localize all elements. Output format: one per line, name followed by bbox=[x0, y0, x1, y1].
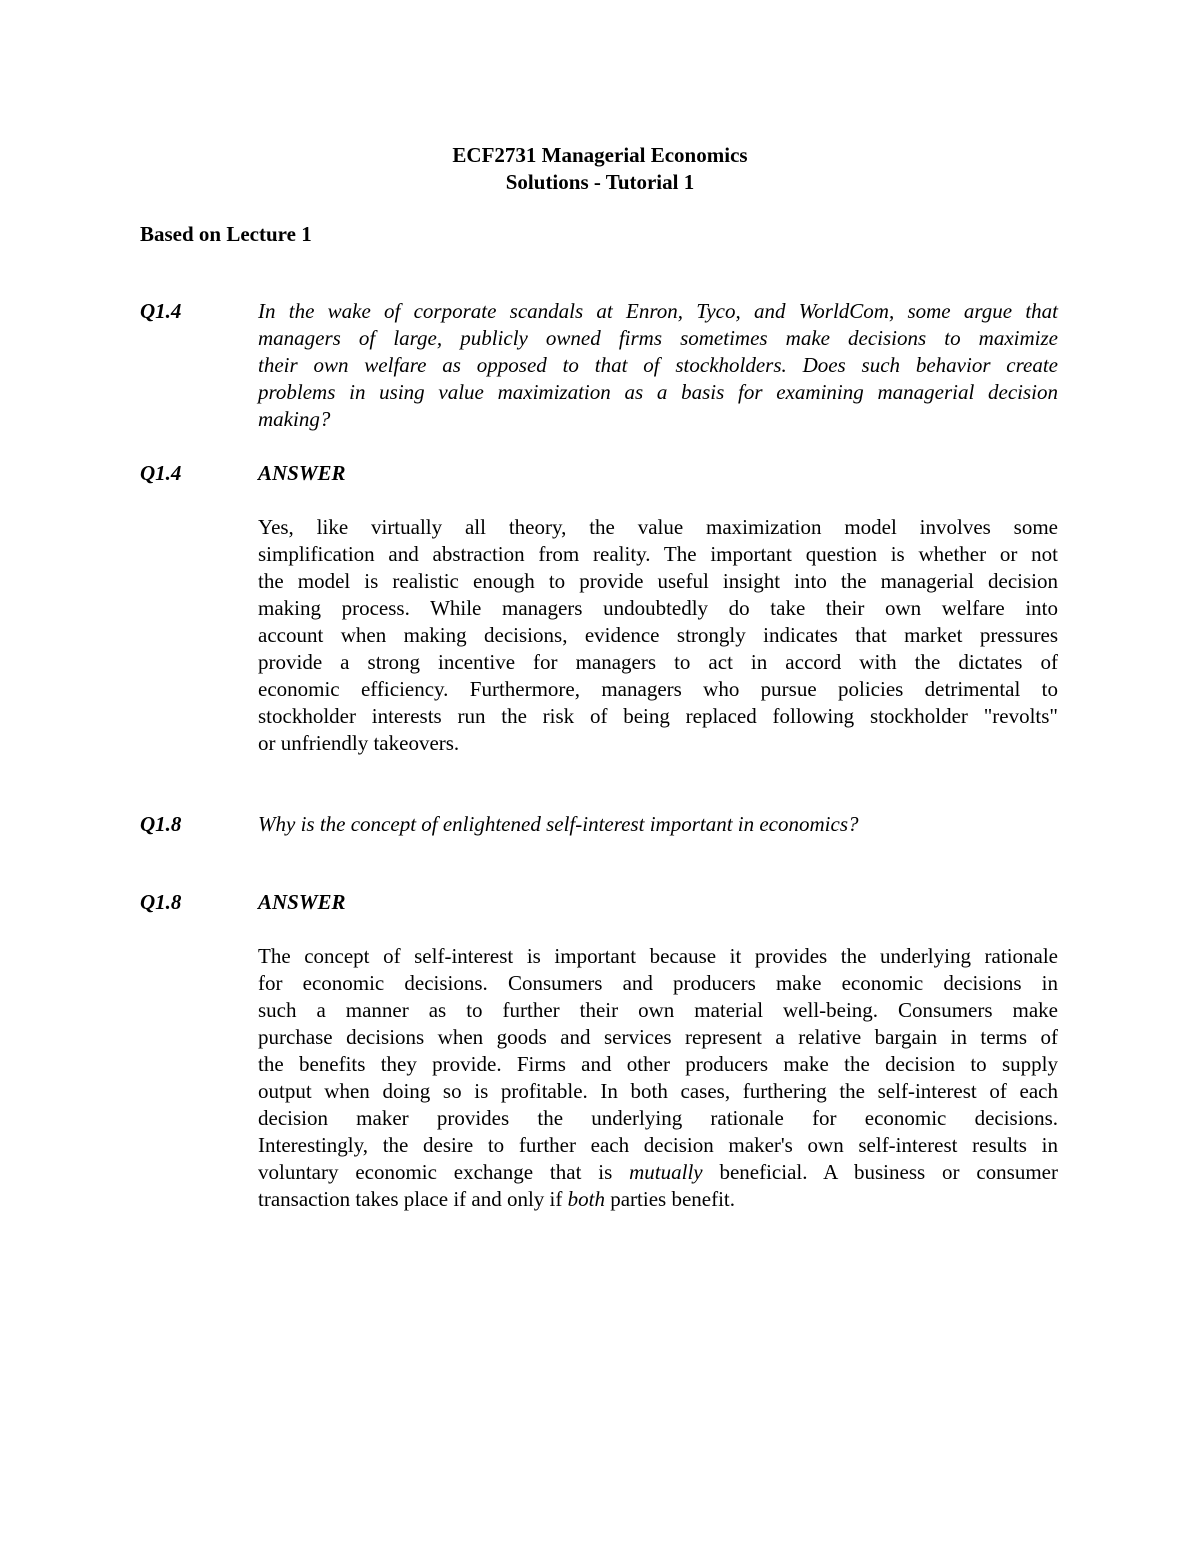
answer-line: simplification and abstraction from reality. The important question is whether or not bbox=[258, 542, 1058, 566]
answer-line: decision maker provides the underlying rationale for economic decisions. bbox=[258, 1106, 1058, 1130]
answer-line: the model is realistic enough to provide useful insight into the managerial decision bbox=[258, 569, 1058, 593]
answer-heading-q1-8: ANSWER bbox=[258, 890, 346, 914]
section-heading: Based on Lecture 1 bbox=[140, 222, 312, 246]
question-line: their own welfare as opposed to that of stockholders. Does such behavior create bbox=[258, 353, 1058, 377]
document-subtitle: Solutions - Tutorial 1 bbox=[505, 170, 695, 194]
question-line: problems in using value maximization as a basis for examining managerial decision bbox=[258, 380, 1058, 404]
answer-line: Interestingly, the desire to further each decision maker's own self-interest results in bbox=[258, 1133, 1058, 1157]
question-line: Why is the concept of enlightened self-interest important in economics? bbox=[258, 812, 859, 836]
answer-line: purchase decisions when goods and services represent a relative bargain in terms of bbox=[258, 1025, 1058, 1049]
answer-line: output when doing so is profitable. In both cases, furthering the self-interest of each bbox=[258, 1079, 1058, 1103]
answer-label-q1-8: Q1.8 bbox=[140, 890, 182, 914]
question-line: making? bbox=[258, 407, 331, 431]
answer-heading-q1-4: ANSWER bbox=[258, 461, 346, 485]
emphasis-both: both bbox=[567, 1187, 605, 1211]
answer-line: making process. While managers undoubtedly do take their own welfare into bbox=[258, 596, 1058, 620]
question-line: managers of large, publicly owned firms sometimes make decisions to maximize bbox=[258, 326, 1058, 350]
answer-line: provide a strong incentive for managers to act in accord with the dictates of bbox=[258, 650, 1058, 674]
answer-line: The concept of self-interest is important because it provides the underlying rationale bbox=[258, 944, 1058, 968]
answer-line: such a manner as to further their own material well-being. Consumers make bbox=[258, 998, 1058, 1022]
answer-label-q1-4: Q1.4 bbox=[140, 461, 182, 485]
answer-line bbox=[258, 1159, 1058, 1186]
emphasis-mutually: mutually bbox=[629, 1160, 703, 1184]
answer-line: stockholder interests run the risk of being replaced following stockholder "revolts" bbox=[258, 704, 1058, 728]
answer-line: account when making decisions, evidence strongly indicates that market pressures bbox=[258, 623, 1058, 647]
answer-line: for economic decisions. Consumers and producers make economic decisions in bbox=[258, 971, 1058, 995]
answer-line-part: voluntary economic exchange that is bbox=[258, 1160, 630, 1184]
answer-line bbox=[258, 1186, 1058, 1213]
course-title: ECF2731 Managerial Economics bbox=[452, 143, 748, 167]
answer-line-part: parties benefit. bbox=[604, 1187, 736, 1211]
question-label-q1-4: Q1.4 bbox=[140, 299, 182, 323]
answer-line-part: beneficial. A business or consumer bbox=[702, 1160, 1058, 1184]
answer-line: economic efficiency. Furthermore, managers who pursue policies detrimental to bbox=[258, 677, 1058, 701]
question-label-q1-8: Q1.8 bbox=[140, 812, 182, 836]
answer-line: Yes, like virtually all theory, the value maximization model involves some bbox=[258, 515, 1058, 539]
answer-text-q1-4 bbox=[258, 514, 1058, 757]
question-text-q1-8 bbox=[258, 811, 1058, 838]
answer-line: the benefits they provide. Firms and other producers make the decision to supply bbox=[258, 1052, 1058, 1076]
question-line: In the wake of corporate scandals at Enron, Tyco, and WorldCom, some argue that bbox=[258, 299, 1058, 323]
question-text-q1-4 bbox=[258, 298, 1058, 433]
answer-text-q1-8 bbox=[258, 943, 1058, 1213]
answer-line-part: transaction takes place if and only if bbox=[258, 1187, 568, 1211]
answer-line: or unfriendly takeovers. bbox=[258, 731, 460, 755]
